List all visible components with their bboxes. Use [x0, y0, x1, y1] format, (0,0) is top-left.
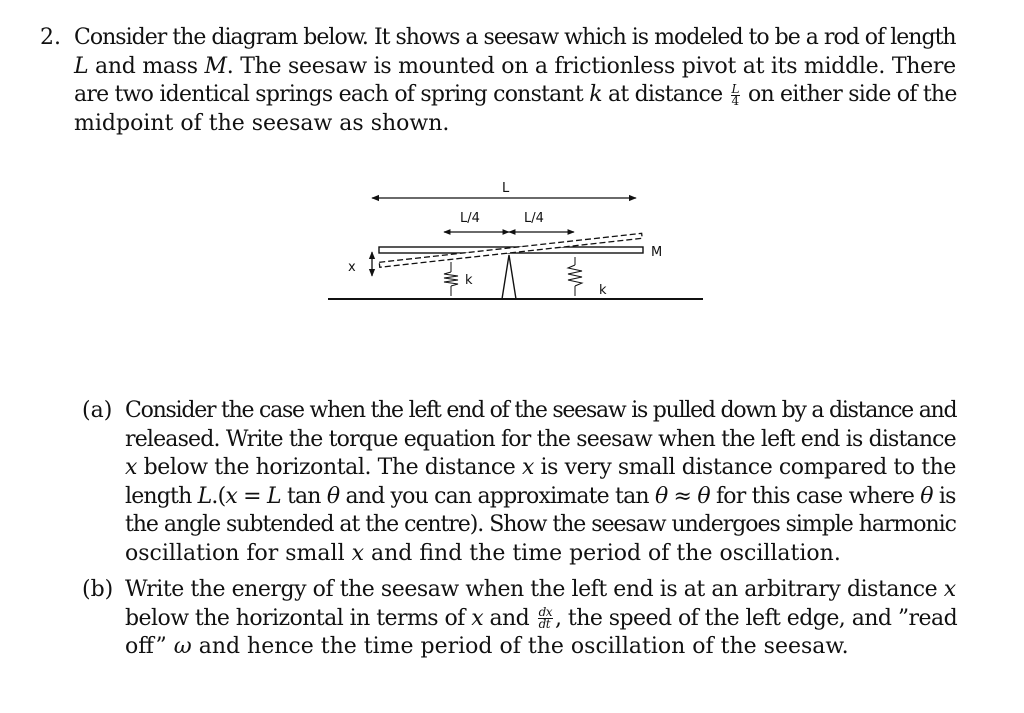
label-L4-right: L/4	[524, 211, 544, 226]
intro-line-4: midpoint of the seesaw as shown.	[74, 110, 450, 136]
part-a-label: (a)	[82, 398, 113, 423]
label-L4-left: L/4	[460, 211, 480, 226]
label-M: M	[651, 245, 663, 260]
part-b	[82, 576, 956, 662]
part-b-line-1: Write the energy of the seesaw when the left end is at an arbitrary distance x	[125, 577, 956, 602]
fraction-dx-over-dt: $\frac{dx}{dt}$	[538, 605, 553, 631]
spring-right	[568, 257, 582, 296]
part-a	[82, 397, 956, 568]
intro-line-3: are two identical springs each of spring constant k at distance $\frac{L}{4}$ on either side of the	[74, 81, 957, 108]
part-b-line-2: below the horizontal in terms of x and $\frac{dx}{dt}$ , the speed of the left edge, and ”read	[125, 605, 958, 631]
part-a-line-5: the angle subtended at the centre). Show the seesaw undergoes simple harmonic	[125, 512, 956, 537]
part-b-line-3: off” ω and hence the time period of the oscillation of the seesaw.	[125, 634, 849, 659]
label-L: L	[502, 181, 510, 196]
part-a-line-3: x below the horizontal. The distance x is very small distance compared to the	[125, 455, 956, 480]
part-b-label: (b)	[82, 577, 114, 602]
intro-line-1: Consider the diagram below. It shows a seesaw which is modeled to be a rod of length	[74, 25, 956, 50]
pivot-triangle	[502, 255, 516, 299]
part-a-line-2: released. Write the torque equation for the seesaw when the left end is distance	[125, 426, 956, 452]
intro-line-2: L and mass M. The seesaw is mounted on a frictionless pivot at its middle. There	[74, 53, 956, 79]
part-a-line-6: oscillation for small x and find the time period of the oscillation.	[125, 540, 841, 566]
label-k-right: k	[599, 283, 607, 298]
fraction-L-over-4: $\frac{L}{4}$	[731, 81, 739, 108]
part-a-line-1: Consider the case when the left end of the seesaw is pulled down by a distance and	[125, 398, 957, 423]
label-x: x	[348, 260, 356, 275]
problem-number: 2.	[40, 25, 61, 50]
spring-left	[444, 262, 458, 296]
label-k-left: k	[465, 273, 473, 288]
part-a-line-4: length L.(x = L tan θ and you can approximate tan θ ≈ θ for this case where θ is	[125, 483, 956, 509]
